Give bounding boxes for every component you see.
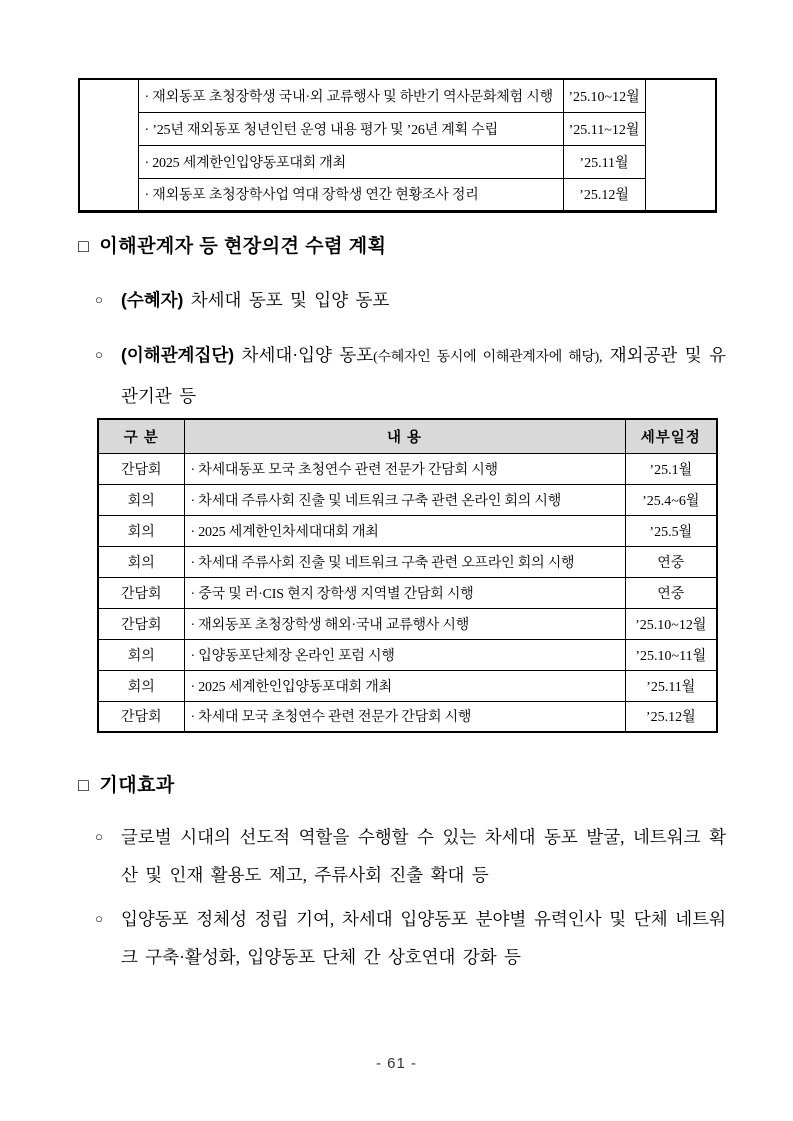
bullet-text: 입양동포 정체성 정립 기여, 차세대 입양동포 분야별 유력인사 및 단체 네트워크 구축·활성화, 입양동포 단체 간 상호연대 강화 등 — [121, 909, 726, 967]
task-cell: · 입양동포단체장 온라인 포럼 시행 — [184, 639, 625, 670]
empty-remarks-cell — [645, 79, 716, 211]
table-row — [98, 670, 717, 701]
column-header-type: 구 분 — [98, 419, 184, 453]
date-cell: ’25.1월 — [625, 453, 717, 484]
date-cell: ’25.10~12월 — [563, 79, 645, 112]
circle-bullet-icon: ○ — [95, 347, 103, 362]
table-row — [98, 639, 717, 670]
date-cell: 연중 — [625, 577, 717, 608]
table-row — [98, 484, 717, 515]
type-cell: 간담회 — [98, 701, 184, 732]
task-cell: · 재외동포 초청장학사업 역대 장학생 연간 현황조사 정리 — [138, 178, 563, 211]
task-cell: · 차세대 주류사회 진출 및 네트워크 구축 관련 온라인 회의 시행 — [184, 484, 625, 515]
date-cell: ’25.10~12월 — [625, 608, 717, 639]
type-cell: 간담회 — [98, 608, 184, 639]
type-cell: 간담회 — [98, 577, 184, 608]
section-title: 기대효과 — [99, 775, 175, 796]
table-row — [79, 178, 716, 211]
page-number: - 61 - — [375, 1055, 417, 1072]
circle-bullet-icon: ○ — [95, 292, 103, 307]
task-cell: · 차세대 주류사회 진출 및 네트워크 구축 관련 오프라인 회의 시행 — [184, 546, 625, 577]
table-row — [98, 515, 717, 546]
section-title: 이해관계자 등 현장의견 수렴 계획 — [99, 236, 387, 257]
date-cell: ’25.11월 — [563, 145, 645, 178]
type-cell: 회의 — [98, 515, 184, 546]
task-cell: · 재외동포 초청장학생 해외·국내 교류행사 시행 — [184, 608, 625, 639]
table-row — [98, 546, 717, 577]
table-row — [79, 79, 716, 112]
bullet-label: (수혜자) — [121, 290, 184, 310]
bullet-effect-2 — [78, 900, 726, 976]
table-row — [98, 577, 717, 608]
table-row — [98, 701, 717, 732]
date-cell: ’25.11~12월 — [563, 112, 645, 145]
date-cell: ’25.12월 — [563, 178, 645, 211]
bullet-stakeholder-group — [78, 336, 726, 415]
date-cell: ’25.12월 — [625, 701, 717, 732]
circle-bullet-icon: ○ — [95, 829, 103, 844]
bullet-label: (이해관계집단) — [121, 345, 235, 365]
date-cell: ’25.10~11월 — [625, 639, 717, 670]
type-cell: 회의 — [98, 639, 184, 670]
type-cell: 회의 — [98, 546, 184, 577]
task-cell: · 차세대동포 모국 초청연수 관련 전문가 간담회 시행 — [184, 453, 625, 484]
bullet-text: 차세대·입양 동포 — [241, 345, 374, 365]
bullet-beneficiary — [78, 281, 726, 319]
bullet-text: 차세대 동포 및 입양 동포 — [190, 290, 390, 310]
bullet-small-note: (수혜자인 동시에 이해관계자에 해당), — [373, 350, 603, 365]
task-cell: · 2025 세계한인차세대대회 개최 — [184, 515, 625, 546]
task-cell: · 2025 세계한인입양동포대회 개최 — [184, 670, 625, 701]
empty-category-cell — [79, 79, 138, 211]
task-cell: · 재외동포 초청장학생 국내·외 교류행사 및 하반기 역사문화체험 시행 — [138, 79, 563, 112]
task-cell: · 2025 세계한인입양동포대회 개최 — [138, 145, 563, 178]
table-row — [98, 453, 717, 484]
column-header-schedule: 세부일정 — [625, 419, 717, 453]
table-row — [98, 608, 717, 639]
date-cell: ’25.5월 — [625, 515, 717, 546]
section-heading-effect — [78, 770, 738, 797]
table-row — [79, 145, 716, 178]
type-cell: 회의 — [98, 484, 184, 515]
bullet-text: 글로벌 시대의 선도적 역할을 수행할 수 있는 차세대 동포 발굴, 네트워크 확산 및 인재 활용도 제고, 주류사회 진출 확대 등 — [121, 827, 726, 885]
task-cell: · 중국 및 러·CIS 현지 장학생 지역별 간담회 시행 — [184, 577, 625, 608]
type-cell: 간담회 — [98, 453, 184, 484]
table-row — [79, 112, 716, 145]
schedule-continuation-table — [78, 78, 717, 213]
bullet-effect-1 — [78, 818, 726, 894]
date-cell: 연중 — [625, 546, 717, 577]
date-cell: ’25.4~6월 — [625, 484, 717, 515]
type-cell: 회의 — [98, 670, 184, 701]
square-bullet-icon: □ — [78, 236, 90, 256]
task-cell: · ’25년 재외동포 청년인턴 운영 내용 평가 및 ’26년 계획 수립 — [138, 112, 563, 145]
square-bullet-icon: □ — [78, 775, 90, 795]
circle-bullet-icon: ○ — [95, 911, 103, 926]
table-header-row — [98, 419, 717, 453]
task-cell: · 차세대 모국 초청연수 관련 전문가 간담회 시행 — [184, 701, 625, 732]
bullet-text-tail: 재외공관 및 유관기관 등 — [121, 345, 727, 406]
section-heading-opinion — [78, 231, 738, 258]
column-header-content: 내 용 — [184, 419, 625, 453]
opinion-plan-table — [97, 418, 718, 733]
date-cell: ’25.11월 — [625, 670, 717, 701]
